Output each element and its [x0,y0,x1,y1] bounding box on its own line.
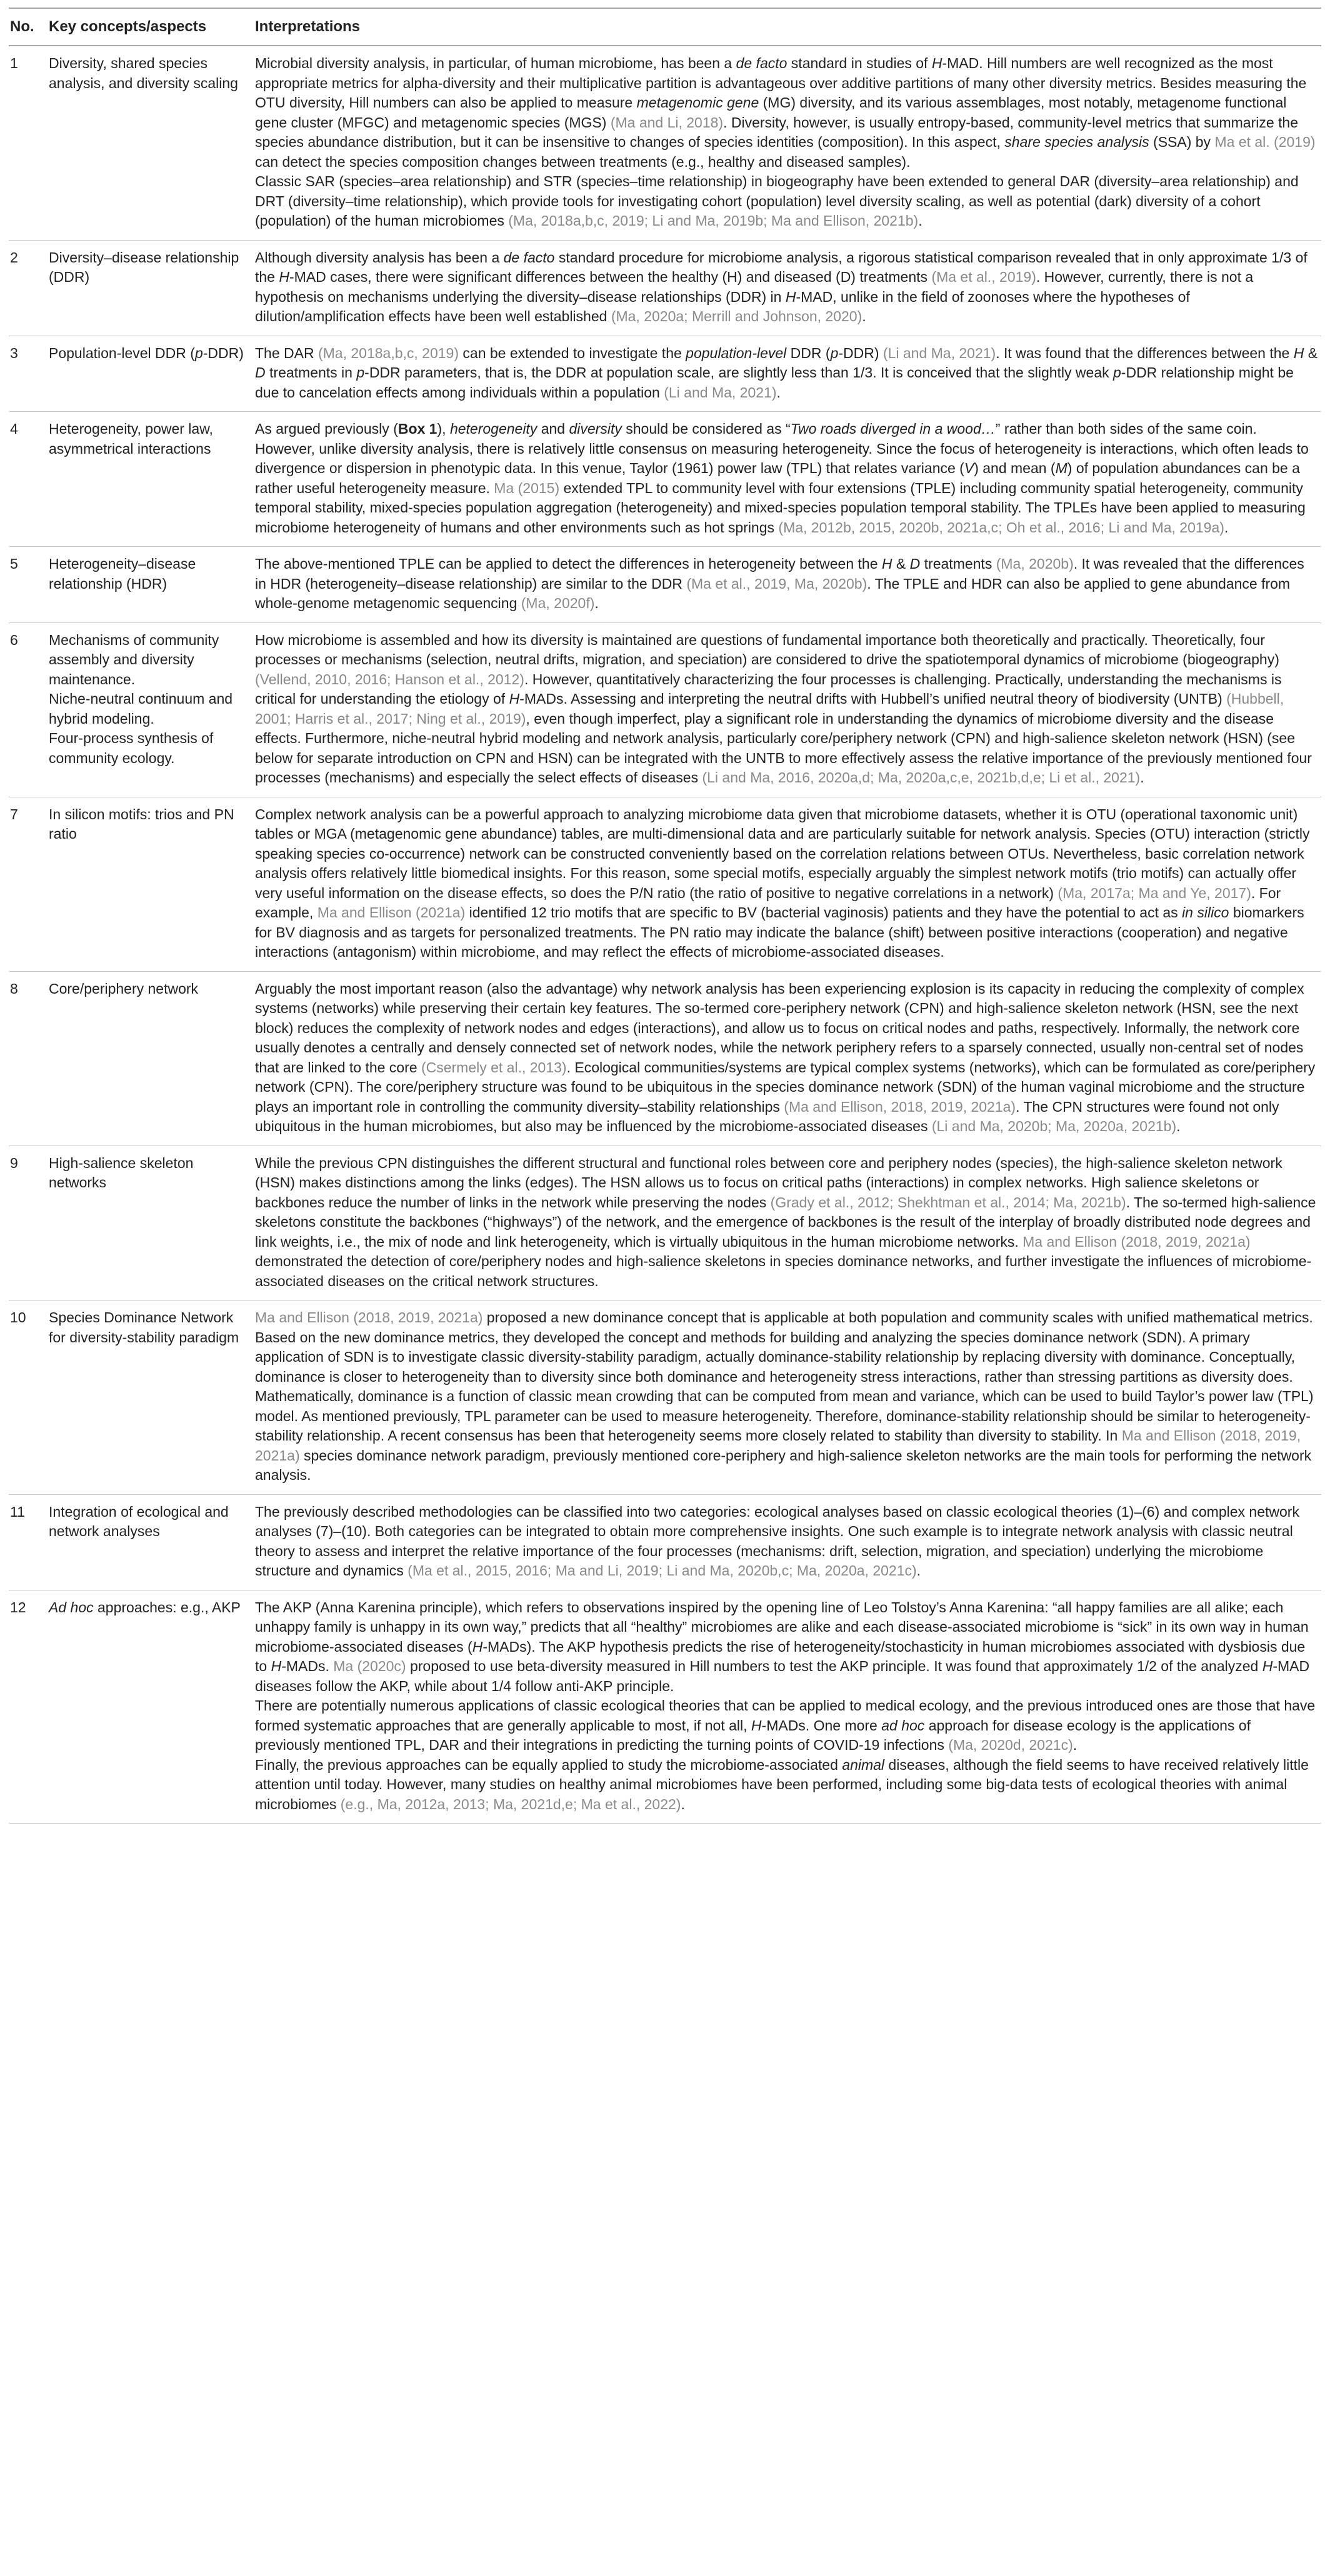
key-concept: Species Dominance Network for diversity-stability paradigm [49,1300,255,1495]
interpretation: As argued previously (Box 1), heterogeneity and diversity should be considered as “Two roads diverged in a wood…” rather than both sides of the same coin. However, unlike diversity analysis, there is relatively little consensus on measuring heterogeneity. Since the focus of heterogeneity is interactions, which often leads to divergence or dispersion in phenotypic data. In this venue, Taylor (1961) power law (TPL) that relates variance (V) and mean (M) of population abundances can be a rather useful heterogeneity measure. Ma (2015) extended TPL to community level with four extensions (TPLE) including community spatial heterogeneity, community temporal stability, mixed-species population aggregation (heterogeneity) and mixed-species population temporal stability. The TPLEs have been applied to measuring microbiome heterogeneity of humans and other environments such as hot springs (Ma, 2012b, 2015, 2020b, 2021a,c; Oh et al., 2016; Li and Ma, 2019a). [255,412,1321,547]
table-row [9,622,1321,797]
key-concept: Heterogeneity, power law, asymmetrical interactions [49,412,255,547]
interpretation: While the previous CPN distinguishes the different structural and functional roles between core and periphery nodes (species), the high-salience skeleton network (HSN) makes distinctions among the links (edges). The HSN allows us to focus on critical paths (interactions) in complex networks. High salience skeletons or backbones reduce the number of links in the network while preserving the nodes (Grady et al., 2012; Shekhtman et al., 2014; Ma, 2021b). The so-termed high-salience skeletons constitute the backbones (“highways”) of the network, and the emergence of backbones is the result of the interplay of broadly distributed node degrees and link weights, i.e., the mix of node and link heterogeneity, which is virtually ubiquitous in the human microbiome networks. Ma and Ellison (2018, 2019, 2021a) demonstrated the detection of core/periphery nodes and high-salience skeletons in species dominance networks, and further investigate the influences of microbiome-associated diseases on the critical network structures. [255,1146,1321,1300]
interpretation: The above-mentioned TPLE can be applied to detect the differences in heterogeneity between the H & D treatments (Ma, 2020b). It was revealed that the differences in HDR (heterogeneity–disease relationship) are similar to the DDR (Ma et al., 2019, Ma, 2020b). The TPLE and HDR can also be applied to gene abundance from whole-genome metagenomic sequencing (Ma, 2020f). [255,547,1321,623]
table-row [9,1146,1321,1300]
table-row [9,240,1321,336]
table-header [9,8,1321,46]
row-number: 11 [9,1494,49,1590]
row-number: 7 [9,797,49,971]
interpretation: The DAR (Ma, 2018a,b,c, 2019) can be extended to investigate the population-level DDR (p-DDR) (Li and Ma, 2021). It was found that the differences between the H & D treatments in p-DDR parameters, that is, the DDR at population scale, are slightly less than 1/3. It is conceived that the slightly weak p-DDR relationship might be due to cancelation effects among individuals within a population (Li and Ma, 2021). [255,336,1321,412]
table-row [9,412,1321,547]
header-interpretations: Interpretations [255,8,1321,46]
interpretation: The previously described methodologies can be classified into two categories: ecological analyses based on classic ecological theories (1)–(6) and complex network analyses (7)–(10). Both categories can be integrated to obtain more comprehensive insights. One such example is to integrate network analysis with classic neutral theory to assess and interpret the relative importance of the four processes (mechanisms: drift, selection, migration, and speciation) underlying the microbiome structure and dynamics (Ma et al., 2015, 2016; Ma and Li, 2019; Li and Ma, 2020b,c; Ma, 2020a, 2021c). [255,1494,1321,1590]
row-number: 12 [9,1590,49,1824]
interpretation: The AKP (Anna Karenina principle), which refers to observations inspired by the opening line of Leo Tolstoy’s Anna Karenina: “all happy families are all alike; each unhappy family is unhappy in its own way,” predicts that all “healthy” microbiomes are alike and each disease-associated microbiome is “sick” in its own way in human microbiome-associated diseases (H-MADs). The AKP hypothesis predicts the rise of heterogeneity/stochasticity in human microbiomes associated with dysbiosis due to H-MADs. Ma (2020c) proposed to use beta-diversity measured in Hill numbers to test the AKP principle. It was found that approximately 1/2 of the analyzed H-MAD diseases follow the AKP, while about 1/4 follow anti-AKP principle. There are potentially numerous applications of classic ecological theories that can be applied to medical ecology, and the previous introduced ones are those that have formed systematic approaches that are generally applicable to most, if not all, H-MADs. One more ad hoc approach for disease ecology is the applications of previously mentioned TPL, DAR and their integrations in predicting the turning points of COVID-19 infections (Ma, 2020d, 2021c). Finally, the previous approaches can be equally applied to study the microbiome-associated animal diseases, although the field seems to have received relatively little attention until today. However, many studies on healthy animal microbiomes have been performed, including some big-data tests of ecological theories with animal microbiomes (e.g., Ma, 2012a, 2013; Ma, 2021d,e; Ma et al., 2022). [255,1590,1321,1824]
table-row [9,797,1321,971]
concepts-table [9,7,1321,1824]
table-body [9,46,1321,1824]
key-concept: Ad hoc approaches: e.g., AKP [49,1590,255,1824]
key-concept: High-salience skeleton networks [49,1146,255,1300]
row-number: 3 [9,336,49,412]
key-concept: Integration of ecological and network analyses [49,1494,255,1590]
interpretation: Although diversity analysis has been a de facto standard procedure for microbiome analysis, a rigorous statistical comparison revealed that in only approximate 1/3 of the H-MAD cases, there were significant differences between the healthy (H) and diseased (D) treatments (Ma et al., 2019). However, currently, there is not a hypothesis on mechanisms underlying the diversity–disease relationships (DDR) in H-MAD, unlike in the field of zoonoses where the hypotheses of dilution/amplification effects have been well established (Ma, 2020a; Merrill and Johnson, 2020). [255,240,1321,336]
key-concept: Diversity–disease relationship (DDR) [49,240,255,336]
interpretation: How microbiome is assembled and how its diversity is maintained are questions of fundamental importance both theoretically and practically. Theoretically, four processes or mechanisms (selection, neutral drifts, migration, and speciation) are considered to drive the spatiotemporal dynamics of microbiome (biogeography) (Vellend, 2010, 2016; Hanson et al., 2012). However, quantitatively characterizing the four processes is challenging. Practically, understanding the mechanisms is critical for understanding the etiology of H-MADs. Assessing and interpreting the neutral drifts with Hubbell’s unified neutral theory of biodiversity (UNTB) (Hubbell, 2001; Harris et al., 2017; Ning et al., 2019), even though imperfect, play a significant role in understanding the dynamics of microbiome diversity and the disease effects. Furthermore, niche-neutral hybrid modeling and network analysis, particularly core/periphery network (CPN) and high-salience skeleton network (HSN) (see below for separate introduction on CPN and HSN) can be integrated with the UNTB to more effectively assess the relative importance of the previously mentioned four processes (mechanisms) and especially the select effects of diseases (Li and Ma, 2016, 2020a,d; Ma, 2020a,c,e, 2021b,d,e; Li et al., 2021). [255,622,1321,797]
key-concept: In silicon motifs: trios and PN ratio [49,797,255,971]
table-row [9,1494,1321,1590]
key-concept: Diversity, shared species analysis, and diversity scaling [49,46,255,240]
row-number: 6 [9,622,49,797]
header-key-concepts: Key concepts/aspects [49,8,255,46]
row-number: 2 [9,240,49,336]
row-number: 10 [9,1300,49,1495]
table-row [9,547,1321,623]
key-concept: Core/periphery network [49,971,255,1146]
interpretation: Arguably the most important reason (also the advantage) why network analysis has been experiencing explosion is its capacity in reducing the complexity of complex systems (networks) while preserving their certain key features. The so-termed core-periphery network (CPN) and high-salience skeleton network (HSN, see the next block) reduces the complexity of network nodes and edges (interactions), and allow us to focus on critical nodes and paths, respectively. Informally, the network core usually denotes a centrally and densely connected set of network nodes, while the network periphery refers to a sparsely connected, usually non-central set of nodes that are linked to the core (Csermely et al., 2013). Ecological communities/systems are typical complex systems (networks), which can be formulated as core/periphery network (CPN). The core/periphery structure was found to be ubiquitous in the species dominance network (SDN) of the human vaginal microbiome and the structure plays an important role in controlling the community diversity–stability relationships (Ma and Ellison, 2018, 2019, 2021a). The CPN structures were found not only ubiquitous in the human microbiomes, but also may be influenced by the microbiome-associated diseases (Li and Ma, 2020b; Ma, 2020a, 2021b). [255,971,1321,1146]
row-number: 1 [9,46,49,240]
header-row [9,8,1321,46]
table-row [9,1590,1321,1824]
key-concept: Heterogeneity–disease relationship (HDR) [49,547,255,623]
key-concept: Population-level DDR (p-DDR) [49,336,255,412]
header-no: No. [9,8,49,46]
table-row [9,46,1321,240]
interpretation: Complex network analysis can be a powerful approach to analyzing microbiome data given that microbiome datasets, whether it is OTU (operational taxonomic unit) tables or MGA (metagenomic gene abundance) tables, are multi-dimensional data and are particularly suitable for network analysis. Species (OTU) interaction (strictly speaking species co-occurrence) network can be constructed conveniently based on the correlation relations between OTUs. Nevertheless, basic correlation network analysis offers relatively little biomedical insights. For this reason, some special motifs, especially arguably the simplest network motifs (trio motifs) can actually offer very useful information on the disease effects, so does the P/N ratio (the ratio of positive to negative correlations in a network) (Ma, 2017a; Ma and Ye, 2017). For example, Ma and Ellison (2021a) identified 12 trio motifs that are specific to BV (bacterial vaginosis) patients and they have the potential to act as in silico biomarkers for BV diagnosis and as targets for personalized treatments. The PN ratio may indicate the balance (shift) between positive interactions (cooperation) and negative interactions (antagonism) within microbiome, and may reflect the effects of microbiome-associated diseases. [255,797,1321,971]
table-row [9,971,1321,1146]
row-number: 4 [9,412,49,547]
row-number: 5 [9,547,49,623]
row-number: 9 [9,1146,49,1300]
interpretation: Ma and Ellison (2018, 2019, 2021a) proposed a new dominance concept that is applicable at both population and community scales with unified mathematical metrics. Based on the new dominance metrics, they developed the concept and methods for building and analyzing the species dominance network (SDN). A primary application of SDN is to investigate classic diversity-stability paradigm, actually dominance-stability relationship by replacing diversity with dominance. Conceptually, dominance is closer to heterogeneity than to diversity since both dominance and heterogeneity stress interactions, rather than stressing partitions as diversity does. Mathematically, dominance is a function of classic mean crowding that can be computed from mean and variance, which can be used to build Taylor’s power law (TPL) model. As mentioned previously, TPL parameter can be used to measure heterogeneity. Therefore, dominance-stability relationship should be similar to heterogeneity-stability relationship. A recent consensus has been that heterogeneity seems more closely related to stability than diversity to stability. In Ma and Ellison (2018, 2019, 2021a) species dominance network paradigm, previously mentioned core-periphery and high-salience skeleton networks are the main tools for performing the network analysis. [255,1300,1321,1495]
row-number: 8 [9,971,49,1146]
table-row [9,336,1321,412]
interpretation: Microbial diversity analysis, in particular, of human microbiome, has been a de facto standard in studies of H-MAD. Hill numbers are well recognized as the most appropriate metrics for alpha-diversity and their multiplicative partition is advantageous over additive partitions of many other diversity metrics. Besides measuring the OTU diversity, Hill numbers can also be applied to measure metagenomic gene (MG) diversity, and its various assemblages, most notably, metagenome functional gene cluster (MFGC) and metagenomic species (MGS) (Ma and Li, 2018). Diversity, however, is usually entropy-based, community-level metrics that summarize the species abundance distribution, but it can be insensitive to changes of species identities (composition). In this aspect, share species analysis (SSA) by Ma et al. (2019) can detect the species composition changes between treatments (e.g., healthy and diseased samples). Classic SAR (species–area relationship) and STR (species–time relationship) in biogeography have been extended to general DAR (diversity–area relationship) and DRT (diversity–time relationship), which provide tools for investigating cohort (population) level diversity scaling, as well as potential (dark) diversity of a cohort (population) of the human microbiomes (Ma, 2018a,b,c, 2019; Li and Ma, 2019b; Ma and Ellison, 2021b). [255,46,1321,240]
table-row [9,1300,1321,1495]
key-concept: Mechanisms of community assembly and diversity maintenance. Niche-neutral continuum and hybrid modeling. Four-process synthesis of community ecology. [49,622,255,797]
